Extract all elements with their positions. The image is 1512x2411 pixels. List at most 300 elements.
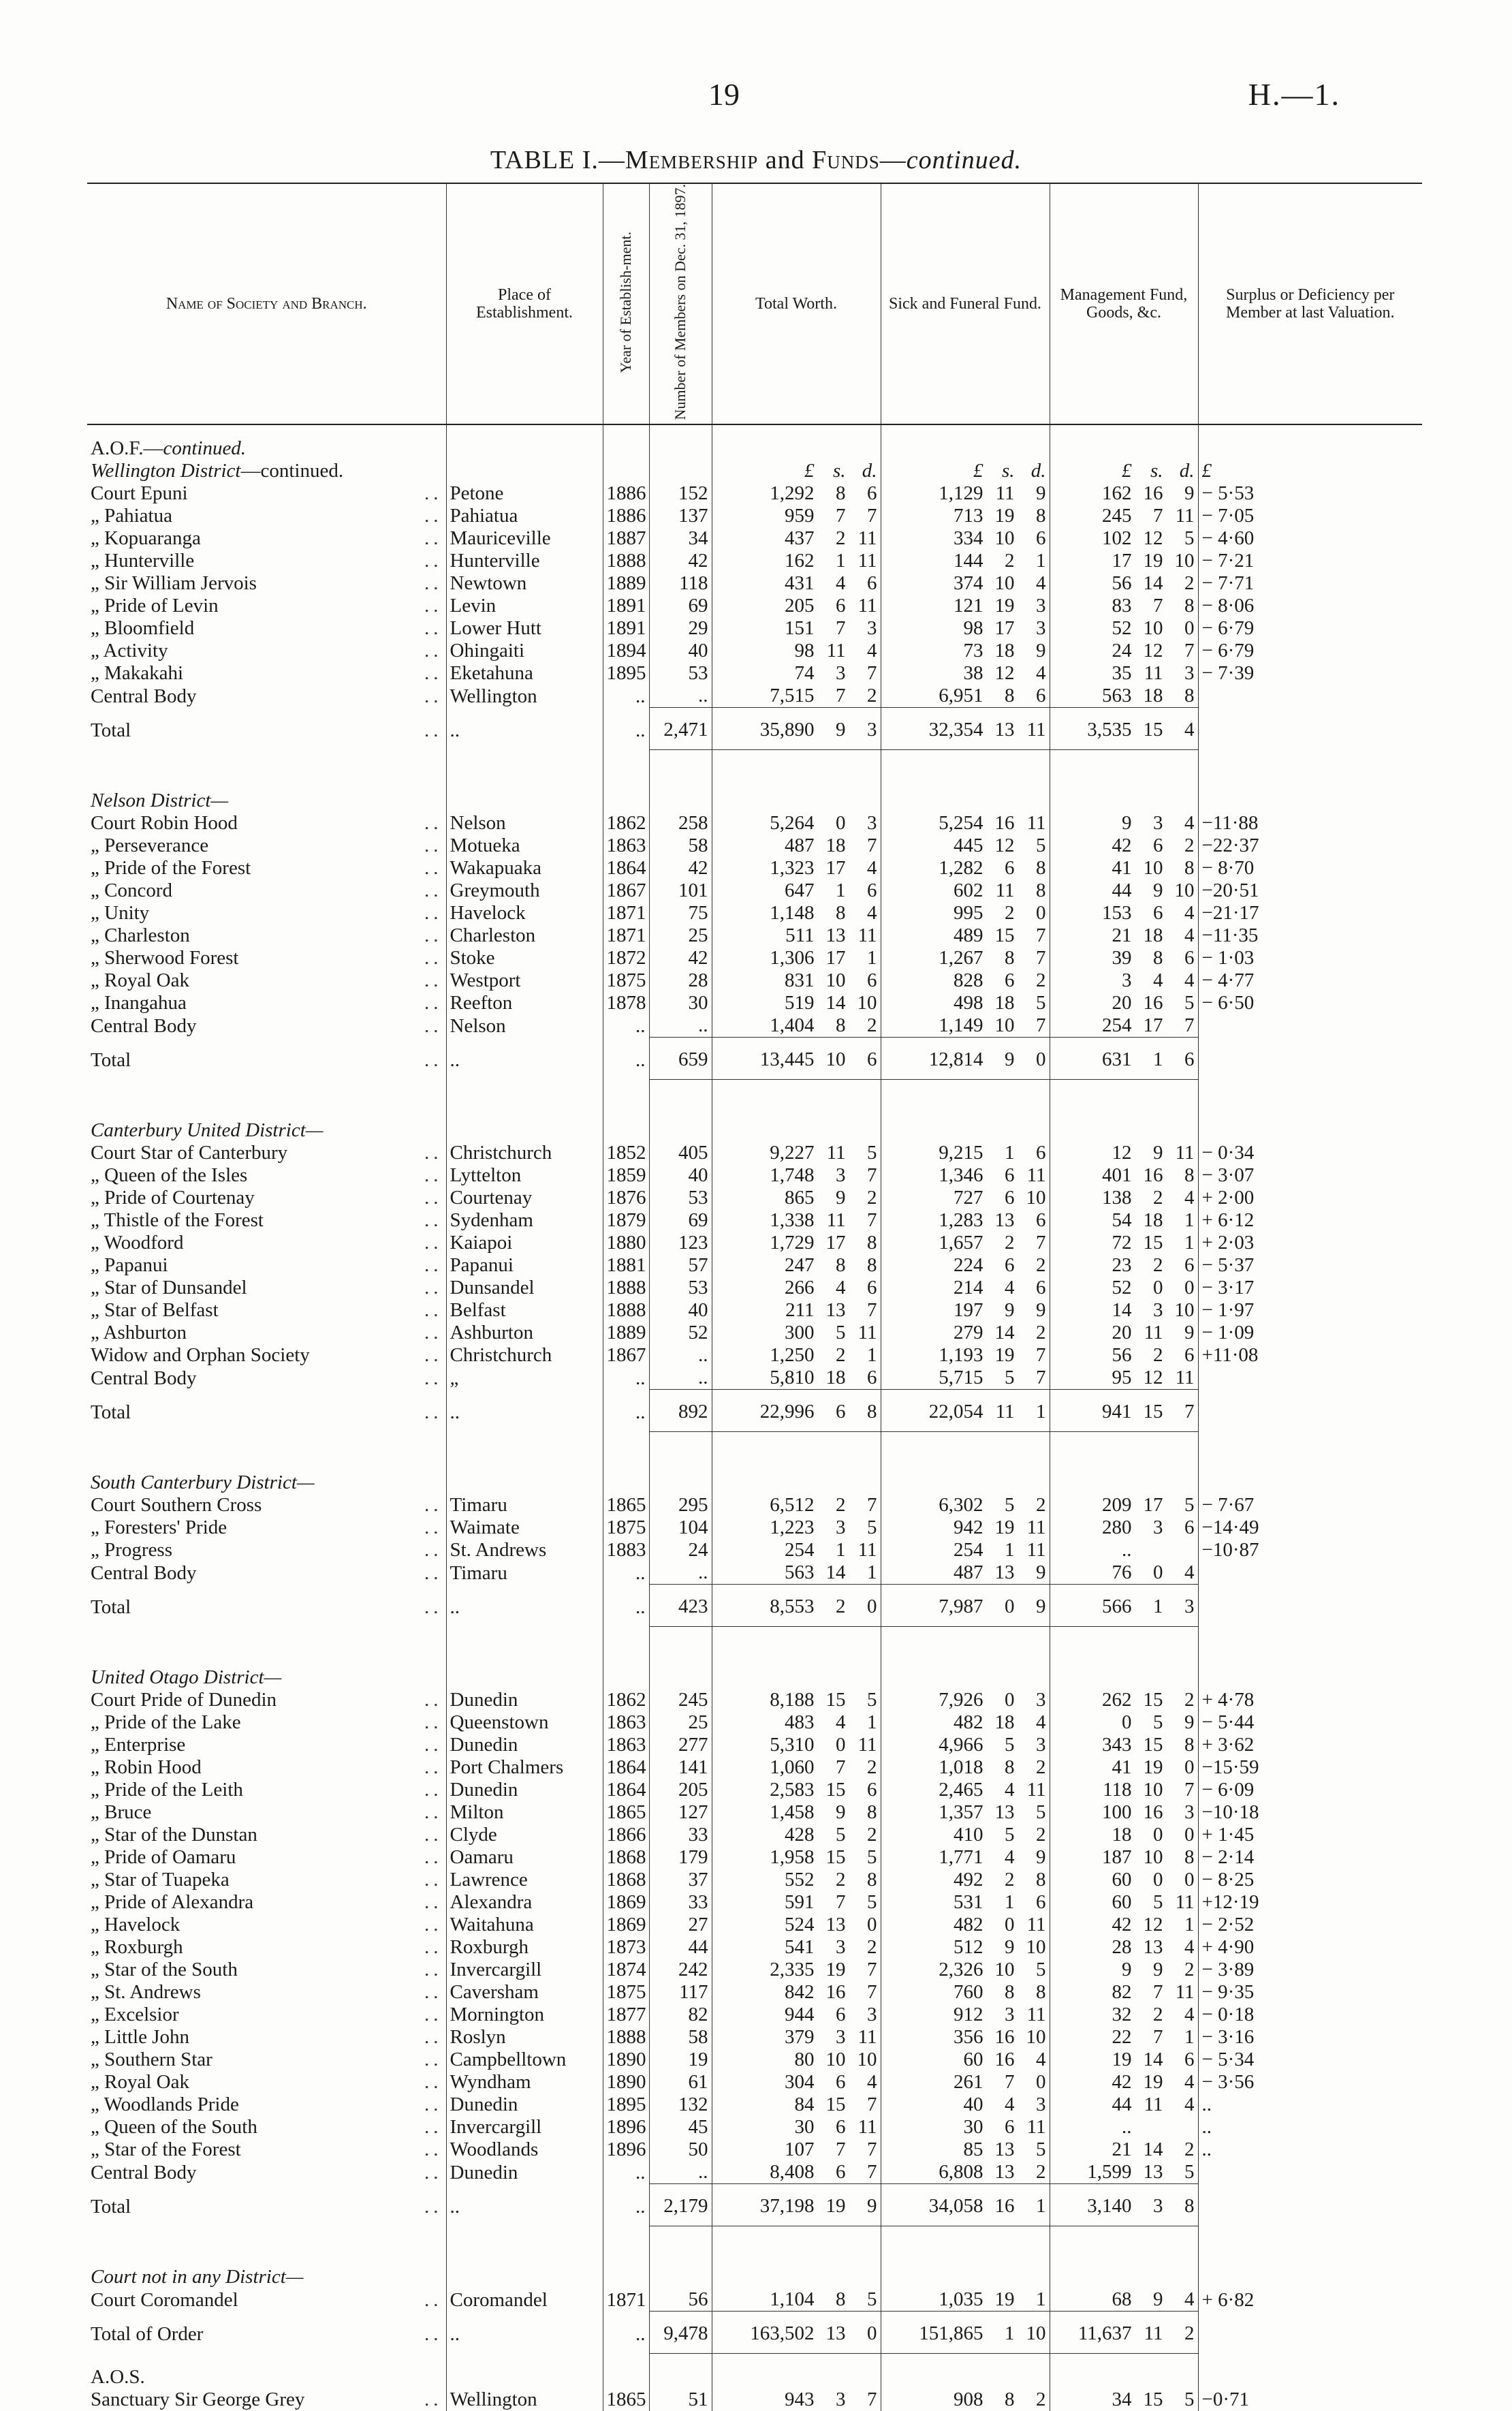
mf-shillings: 5	[1153, 1891, 1163, 1914]
members-cell	[649, 617, 712, 640]
sick-fund-cell	[881, 2138, 1050, 2161]
year-cell	[603, 550, 649, 572]
tw-pence: 11	[857, 527, 877, 550]
unit-pound: £	[1201, 460, 1212, 482]
mf-pence: 9	[1184, 482, 1195, 505]
members-text: 29	[688, 617, 708, 640]
sf-pounds: 30	[963, 2116, 983, 2138]
sf-pence: 0	[1036, 1048, 1046, 1071]
table-row	[87, 1914, 1422, 1936]
tw-shillings: 13	[825, 2322, 846, 2345]
tw-shillings: 8	[836, 902, 846, 924]
branch-name-text: „ Star of the Dunstan	[91, 1824, 257, 1846]
title-membership: Membership	[625, 146, 759, 174]
sf-pounds: 7,926	[939, 1689, 983, 1711]
total-worth-cell	[712, 1711, 881, 1734]
management-fund-cell	[1050, 857, 1198, 880]
management-fund-cell	[1050, 2004, 1198, 2026]
surplus-cell	[1198, 1187, 1422, 1209]
surplus-cell	[1198, 947, 1422, 969]
tw-shillings: 16	[825, 1981, 846, 2004]
spacer-cell	[87, 762, 446, 790]
management-fund-cell	[1050, 1711, 1198, 1734]
branch-name-text: „ Hunterville	[91, 550, 195, 572]
mf-pence: 3	[1184, 1801, 1195, 1824]
sick-fund-cell	[881, 1914, 1050, 1936]
sf-pounds: 34,058	[928, 2195, 983, 2218]
management-fund-cell	[1050, 902, 1198, 924]
spacer-cell	[603, 2354, 649, 2367]
place-text: Newtown	[450, 572, 527, 595]
surplus-text: − 4·77	[1201, 969, 1255, 992]
table-row	[87, 1936, 1422, 1959]
members-text: 75	[688, 902, 708, 924]
year-text: 1868	[606, 1869, 646, 1891]
total-worth-cell	[712, 2389, 881, 2411]
total-worth-cell	[712, 1038, 881, 1080]
sf-pence: 10	[1026, 1187, 1046, 1209]
surplus-cell	[1198, 1344, 1422, 1367]
spacer-cell	[87, 750, 446, 763]
members-cell	[649, 1142, 712, 1164]
management-fund-cell	[1050, 1164, 1198, 1187]
branch-name	[87, 2288, 446, 2312]
surplus-cell	[1198, 550, 1422, 572]
sf-pence: 2	[1036, 1824, 1046, 1846]
branch-name-text: Court Star of Canterbury	[91, 1142, 288, 1164]
dot-leader: ..	[424, 1981, 443, 2004]
sf-pence: 6	[1036, 685, 1046, 707]
dot-leader: ..	[424, 685, 443, 707]
spacer-cell	[1050, 2239, 1198, 2266]
members-cell	[649, 1014, 712, 1038]
management-fund-cell	[1050, 2161, 1198, 2184]
mf-shillings: 15	[1143, 2389, 1163, 2411]
tw-pence: 11	[857, 1734, 877, 1756]
sf-shillings: 6	[1005, 2116, 1015, 2138]
surplus-text: − 2·52	[1201, 1914, 1255, 1936]
sf-shillings: 13	[994, 1561, 1015, 1584]
members-cell	[649, 1734, 712, 1756]
mf-pence: 5	[1184, 2161, 1195, 2183]
place-text: Stoke	[450, 947, 495, 969]
mf-shillings: 11	[1144, 1322, 1163, 1344]
mf-pounds: 56	[1112, 1344, 1132, 1367]
table-row	[87, 482, 1422, 505]
surplus-text: − 7·21	[1201, 550, 1255, 572]
year-cell	[603, 835, 649, 857]
mf-pence: 11	[1175, 505, 1195, 527]
tw-pence: 5	[867, 1516, 877, 1539]
branch-name	[87, 595, 446, 617]
total-worth-cell	[712, 640, 881, 662]
surplus-text: − 7·39	[1201, 662, 1255, 685]
table-row	[87, 1711, 1422, 1734]
year-cell	[603, 1254, 649, 1277]
members-cell	[649, 1254, 712, 1277]
table-row	[87, 1756, 1422, 1779]
members-cell	[649, 1164, 712, 1187]
sf-shillings: 6	[1005, 969, 1015, 992]
table-row	[87, 2161, 1422, 2184]
surplus-cell	[1198, 857, 1422, 880]
dot-leader: ..	[424, 1959, 443, 1981]
spacer-cell	[1050, 1092, 1198, 1119]
year-text: 1895	[606, 2094, 646, 2116]
place-cell	[446, 1869, 603, 1891]
sick-fund-cell	[881, 2389, 1050, 2411]
place-cell	[446, 2312, 603, 2354]
empty-cell	[712, 1472, 881, 1494]
year-cell	[603, 2026, 649, 2049]
dot-leader: ..	[424, 2049, 443, 2071]
sf-pounds: 60	[963, 2049, 983, 2071]
place-text: Campbelltown	[450, 2049, 567, 2071]
tw-shillings: 9	[836, 1801, 846, 1824]
place-text: Timaru	[450, 1494, 507, 1516]
dot-leader: ..	[424, 2094, 443, 2116]
tw-pounds: 959	[785, 505, 815, 527]
district-heading-row	[87, 1472, 1422, 1494]
mf-shillings: 19	[1143, 550, 1163, 572]
sf-pounds: 374	[954, 572, 983, 595]
management-fund-cell	[1050, 992, 1198, 1014]
sf-pence: 5	[1036, 992, 1046, 1014]
place-cell	[446, 1585, 603, 1627]
members-cell	[649, 2312, 712, 2354]
total-worth-cell	[712, 2138, 881, 2161]
year-cell	[603, 924, 649, 947]
branch-name-text: Canterbury United District—	[91, 1119, 324, 1142]
management-fund-cell	[1050, 1914, 1198, 1936]
tw-pence: 4	[867, 902, 877, 924]
year-text: 1864	[606, 857, 646, 880]
tw-pounds: 1,748	[770, 1164, 815, 1187]
spacer-cell	[1050, 1080, 1198, 1093]
table-row	[87, 2138, 1422, 2161]
tw-shillings: 10	[825, 1048, 846, 1071]
year-cell	[603, 1846, 649, 1869]
sick-fund-cell	[881, 662, 1050, 685]
members-text: 104	[678, 1516, 708, 1539]
place-text: Christchurch	[450, 1142, 552, 1164]
tw-shillings: 4	[836, 1277, 846, 1299]
mf-pounds: 343	[1102, 1734, 1132, 1756]
management-fund-cell	[1050, 640, 1198, 662]
mf-pounds: 20	[1112, 992, 1132, 1014]
total-worth-cell	[712, 947, 881, 969]
spacer-cell	[1050, 762, 1198, 790]
sf-pence: 9	[1036, 482, 1046, 505]
members-cell	[649, 1367, 712, 1390]
spacer-cell	[446, 2239, 603, 2266]
year-cell	[603, 1539, 649, 1561]
sf-pounds: 1,035	[939, 2288, 983, 2311]
surplus-cell	[1198, 1756, 1422, 1779]
dot-leader: ..	[424, 2071, 443, 2094]
spacer-cell	[1050, 1444, 1198, 1472]
sf-pence: 11	[1026, 1539, 1046, 1561]
mf-pounds: ..	[1122, 2116, 1132, 2138]
mf-shillings: 6	[1153, 835, 1163, 857]
tw-pence: 5	[867, 1891, 877, 1914]
empty-cell	[649, 460, 712, 482]
place-cell	[446, 595, 603, 617]
tw-pounds: 1,060	[770, 1756, 815, 1779]
sf-shillings: 13	[994, 2161, 1015, 2183]
surplus-text: − 1·97	[1201, 1299, 1255, 1322]
dot-leader: ..	[424, 1561, 443, 1584]
tw-shillings: 13	[825, 1914, 846, 1936]
sf-pounds: 2,465	[939, 1779, 983, 1801]
year-cell	[603, 880, 649, 902]
sf-pence: 11	[1026, 719, 1046, 741]
surplus-cell	[1198, 685, 1422, 708]
branch-name	[87, 1367, 446, 1390]
tw-shillings: 10	[825, 969, 846, 992]
year-text: 1888	[606, 1299, 646, 1322]
tw-shillings: 13	[825, 924, 846, 947]
table-row	[87, 1494, 1422, 1516]
members-text: 50	[688, 2138, 708, 2161]
year-cell	[603, 812, 649, 835]
total-worth-cell	[712, 1390, 881, 1432]
mf-shillings: 14	[1143, 572, 1163, 595]
place-text: Ohingaiti	[450, 640, 525, 662]
spacer-cell	[87, 1080, 446, 1093]
tw-pounds: 98	[794, 640, 815, 662]
spacer-cell	[712, 762, 881, 790]
place-text: Wakapuaka	[450, 857, 542, 880]
mf-shillings: 15	[1143, 1401, 1163, 1423]
spacer-cell	[1198, 1080, 1422, 1093]
members-cell	[649, 595, 712, 617]
surplus-text: ..	[1201, 2116, 1212, 2138]
branch-name-text: Court Epuni	[91, 482, 188, 505]
dot-leader: ..	[424, 1322, 443, 1344]
year-text: 1867	[606, 1344, 646, 1367]
empty-cell	[712, 790, 881, 812]
year-cell	[603, 1142, 649, 1164]
year-text: 1878	[606, 992, 646, 1014]
sf-pounds: 482	[954, 1711, 983, 1734]
spacer-cell	[87, 1444, 446, 1472]
sf-pence: 9	[1036, 1299, 1046, 1322]
tw-pounds: 211	[785, 1299, 815, 1322]
tw-shillings: 7	[836, 1891, 846, 1914]
mf-pence: 6	[1184, 2049, 1195, 2071]
sf-shillings: 1	[1005, 1891, 1015, 1914]
members-text: 258	[678, 812, 708, 835]
tw-shillings: 2	[836, 1344, 846, 1367]
table-row	[87, 2071, 1422, 2094]
branch-name-text: South Canterbury District—	[91, 1472, 315, 1494]
table-row	[87, 617, 1422, 640]
branch-name	[87, 1734, 446, 1756]
place-text: Kaiapoi	[450, 1232, 513, 1254]
management-fund-cell	[1050, 1561, 1198, 1585]
place-cell	[446, 2184, 603, 2226]
members-cell	[649, 1585, 712, 1627]
surplus-text: − 3·16	[1201, 2026, 1255, 2049]
mf-pounds: 3	[1122, 969, 1132, 992]
branch-name	[87, 662, 446, 685]
sf-pounds: 1,283	[939, 1209, 983, 1232]
tw-pounds: 1,292	[770, 482, 815, 505]
year-text: 1864	[606, 1779, 646, 1801]
branch-name	[87, 2138, 446, 2161]
tw-shillings: 9	[836, 719, 846, 741]
spacer-cell	[649, 2354, 712, 2367]
management-fund-cell	[1050, 2071, 1198, 2094]
spacer-cell	[603, 1627, 649, 1640]
sf-pence: 8	[1036, 857, 1046, 880]
tw-pence: 11	[857, 550, 877, 572]
sf-shillings: 19	[994, 1516, 1015, 1539]
sf-pence: 4	[1036, 572, 1046, 595]
surplus-text: −0·71	[1201, 2389, 1250, 2411]
management-fund-cell	[1050, 1344, 1198, 1367]
year-cell	[603, 857, 649, 880]
tw-pounds: 511	[785, 924, 815, 947]
branch-name-text: „ Little John	[91, 2026, 189, 2049]
branch-name-text: „ Royal Oak	[91, 2071, 189, 2094]
spacer-cell	[87, 1639, 446, 1666]
branch-name	[87, 1959, 446, 1981]
tw-pence: 7	[867, 1164, 877, 1187]
surplus-cell	[1198, 835, 1422, 857]
mf-shillings: 11	[1144, 662, 1163, 685]
branch-name	[87, 1254, 446, 1277]
table-row	[87, 1561, 1422, 1585]
dot-leader: ..	[424, 1596, 443, 1618]
surplus-cell	[1198, 1277, 1422, 1299]
place-text: Dunedin	[450, 2094, 518, 2116]
mf-pence: 4	[1184, 1936, 1195, 1959]
spacer-row	[87, 1432, 1422, 1445]
table-row	[87, 2288, 1422, 2312]
table-row	[87, 947, 1422, 969]
branch-name	[87, 1689, 446, 1711]
branch-name	[87, 812, 446, 835]
district-heading-row	[87, 790, 1422, 812]
sick-fund-cell	[881, 992, 1050, 1014]
total-worth-cell	[712, 1914, 881, 1936]
sick-fund-cell	[881, 1734, 1050, 1756]
year-text: 1862	[606, 812, 646, 835]
tw-pounds: 1,323	[770, 857, 815, 880]
district-heading-row	[87, 2266, 1422, 2288]
members-cell	[649, 662, 712, 685]
members-text: 33	[688, 1891, 708, 1914]
table-row	[87, 1187, 1422, 1209]
members-text: 53	[688, 1187, 708, 1209]
year-cell	[603, 1936, 649, 1959]
tw-shillings: 11	[826, 640, 846, 662]
tw-shillings: 6	[836, 2161, 846, 2183]
place-text: Papanui	[450, 1254, 514, 1277]
branch-name	[87, 1666, 446, 1689]
sf-pounds: 32,354	[928, 719, 983, 741]
tw-shillings: 2	[836, 527, 846, 550]
surplus-text: + 6·82	[1201, 2288, 1255, 2311]
sf-shillings: 2	[1005, 1232, 1015, 1254]
surplus-cell	[1198, 880, 1422, 902]
empty-cell	[446, 437, 603, 460]
tw-shillings: 7	[836, 617, 846, 640]
tw-pounds: 563	[785, 1561, 815, 1584]
surplus-text: −10·18	[1201, 1801, 1259, 1824]
total-worth-cell	[712, 1322, 881, 1344]
mf-pounds: 9	[1122, 1959, 1132, 1981]
place-cell	[446, 947, 603, 969]
sf-shillings: 1	[1005, 1539, 1015, 1561]
sf-pence: 0	[1036, 2071, 1046, 2094]
place-cell	[446, 1390, 603, 1432]
place-text: Hunterville	[450, 550, 540, 572]
management-fund-cell	[1050, 947, 1198, 969]
mf-pounds: 23	[1112, 1254, 1132, 1277]
sf-shillings: 8	[1005, 685, 1015, 707]
surplus-cell	[1198, 2004, 1422, 2026]
members-cell	[649, 1322, 712, 1344]
management-fund-cell	[1050, 685, 1198, 708]
tw-pounds: 483	[785, 1711, 815, 1734]
management-fund-cell	[1050, 1209, 1198, 1232]
sick-fund-cell	[881, 2184, 1050, 2226]
members-cell	[649, 992, 712, 1014]
year-text: ..	[635, 1596, 646, 1618]
spacer-cell	[603, 762, 649, 790]
sick-fund-cell	[881, 2071, 1050, 2094]
year-text: ..	[635, 719, 646, 741]
surplus-cell	[1198, 1322, 1422, 1344]
mf-pounds: 72	[1112, 1232, 1132, 1254]
year-text: 1883	[606, 1539, 646, 1561]
members-text: ..	[698, 1367, 708, 1389]
spacer-cell	[446, 1092, 603, 1119]
tw-pence: 7	[867, 2138, 877, 2161]
surplus-text: −20·51	[1201, 880, 1259, 902]
branch-name-text: Total	[91, 719, 131, 741]
tw-pence: 7	[867, 505, 877, 527]
spacer-row	[87, 762, 1422, 790]
spacer-cell	[1198, 2354, 1422, 2367]
title-prefix: TABLE I.—	[490, 146, 625, 174]
mf-pounds: 24	[1112, 640, 1132, 662]
branch-name	[87, 1014, 446, 1038]
management-fund-cell	[1050, 924, 1198, 947]
place-text: Sydenham	[450, 1209, 533, 1232]
mf-pence: 4	[1184, 1187, 1195, 1209]
sf-pence: 2	[1036, 1254, 1046, 1277]
sf-pounds: 5,254	[939, 812, 983, 835]
sick-fund-cell	[881, 2312, 1050, 2354]
members-text: 42	[688, 550, 708, 572]
mf-pounds: 14	[1112, 1299, 1132, 1322]
sf-pence: 8	[1036, 880, 1046, 902]
sf-pounds: 727	[954, 1187, 983, 1209]
branch-name-text: „ Makakahi	[91, 662, 184, 685]
tw-shillings: 6	[836, 1401, 846, 1423]
branch-name-text: „ Woodlands Pride	[91, 2094, 239, 2116]
year-cell	[603, 1869, 649, 1891]
place-text: Christchurch	[450, 1344, 552, 1367]
sf-pence: 4	[1036, 2049, 1046, 2071]
dot-leader: ..	[424, 1734, 443, 1756]
place-cell	[446, 2288, 603, 2312]
empty-cell	[1050, 1119, 1198, 1142]
